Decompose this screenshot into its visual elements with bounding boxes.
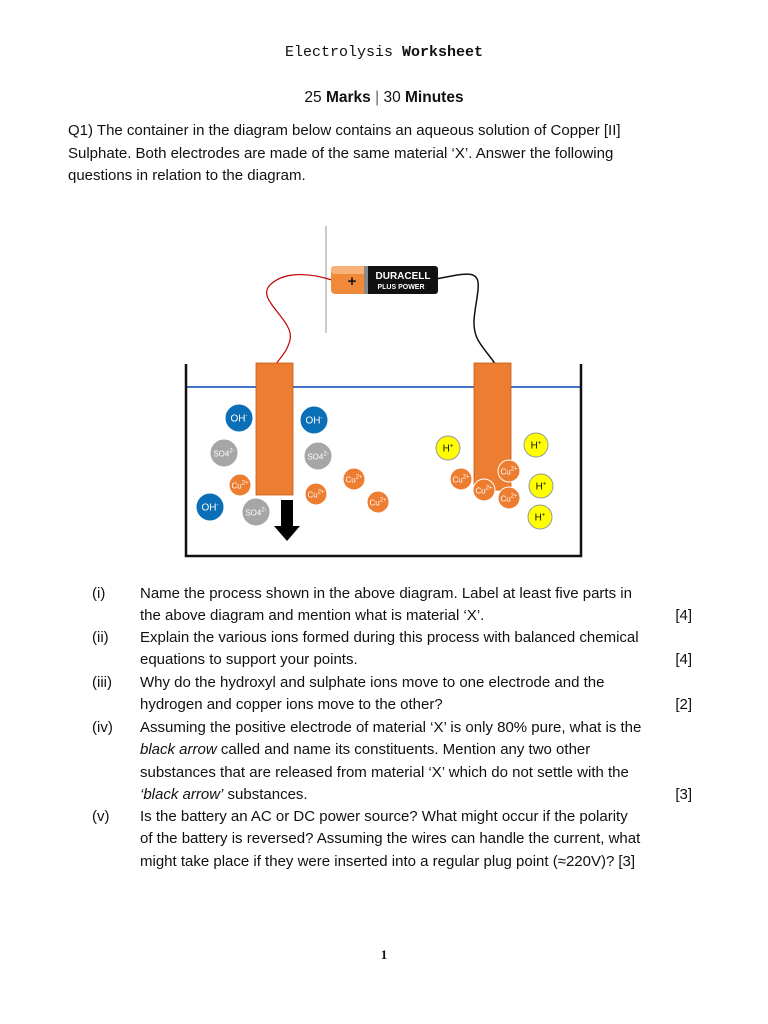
ion-label: OH- bbox=[230, 413, 248, 425]
ion-label: H+ bbox=[442, 443, 454, 455]
left-electrode bbox=[256, 363, 293, 495]
question-line bbox=[140, 739, 702, 761]
container bbox=[186, 364, 581, 556]
sub-question bbox=[92, 627, 702, 672]
question-line bbox=[140, 649, 702, 671]
ion-label: $SO4^{2-}$ bbox=[307, 451, 329, 462]
question-label: (iv) bbox=[92, 719, 113, 736]
ion-so4 bbox=[304, 442, 332, 470]
intro-line: questions in relation to the diagram. bbox=[68, 167, 306, 184]
question-label: (ii) bbox=[92, 629, 109, 646]
black-wire bbox=[436, 274, 495, 364]
ion-cu bbox=[343, 468, 365, 490]
sub-question bbox=[92, 583, 702, 628]
question-text: Why do the hydroxyl and sulphate ions move to one electrode and the bbox=[140, 674, 605, 691]
question-text: the above diagram and mention what is material ‘X’. bbox=[140, 607, 485, 625]
question-line bbox=[140, 806, 702, 828]
ion-so4 bbox=[210, 439, 238, 467]
ion-h bbox=[528, 505, 552, 529]
title-bold-text: Worksheet bbox=[402, 44, 484, 61]
ion-label: $Cu^{2+}$ bbox=[500, 466, 518, 477]
question-text: Is the battery an AC or DC power source? What might occur if the polarity bbox=[140, 808, 628, 825]
separator: | bbox=[375, 89, 380, 106]
question-line bbox=[140, 762, 702, 784]
ion-label: OH- bbox=[201, 502, 219, 514]
question-text: substances that are released from material ‘X’ which do not settle with the bbox=[140, 763, 629, 781]
marks-badge: [3] bbox=[618, 852, 636, 870]
ion-oh bbox=[225, 404, 253, 432]
question-label: (v) bbox=[92, 808, 110, 825]
question-label: (iii) bbox=[92, 674, 112, 691]
ion-cu bbox=[498, 460, 520, 482]
ion-label: H+ bbox=[530, 440, 542, 452]
ion-cu bbox=[498, 487, 520, 509]
question-line bbox=[140, 672, 702, 694]
battery bbox=[331, 266, 438, 294]
marks-badge: [4] bbox=[675, 607, 692, 625]
page-number: 1 bbox=[380, 947, 388, 962]
ion-cu bbox=[305, 483, 327, 505]
ion-label: $Cu^{2+}$ bbox=[345, 474, 363, 485]
ion-cu bbox=[367, 491, 389, 513]
ion-label: $Cu^{2+}$ bbox=[369, 497, 387, 508]
black-arrow bbox=[274, 500, 300, 541]
question-text: of the battery is reversed? Assuming the wires can handle the current, what bbox=[140, 830, 641, 848]
marks-badge: [4] bbox=[675, 651, 692, 669]
question-text: substances. bbox=[223, 785, 308, 803]
ion-label: $Cu^{2+}$ bbox=[231, 480, 249, 491]
ion-cu bbox=[229, 474, 251, 496]
question-line bbox=[140, 583, 702, 605]
question-line bbox=[140, 784, 702, 806]
battery-subtitle: PLUS POWER bbox=[377, 284, 425, 291]
question-line bbox=[140, 851, 702, 873]
ion-oh bbox=[196, 493, 224, 521]
ion-label: $Cu^{2+}$ bbox=[452, 474, 470, 485]
question-label: (i) bbox=[92, 585, 106, 602]
battery-plus-sign: + bbox=[347, 273, 357, 290]
question-text: Name the process shown in the above diagram. Label at least five parts in bbox=[140, 585, 632, 602]
intro-line: Sulphate. Both electrodes are made of the same material ‘X’. Answer the following bbox=[68, 144, 614, 162]
ion-cu bbox=[450, 468, 472, 490]
sub-question bbox=[92, 672, 702, 717]
ion-h bbox=[529, 474, 553, 498]
question-text: hydrogen and copper ions move to the other? bbox=[140, 696, 443, 714]
question-text: equations to support your points. bbox=[140, 651, 358, 669]
red-wire bbox=[267, 275, 332, 364]
marks-badge: [2] bbox=[675, 696, 692, 714]
ion-cu bbox=[473, 479, 495, 501]
question-line bbox=[140, 694, 702, 716]
marks-label: Marks bbox=[325, 89, 371, 106]
ion-label: $SO4^{2-}$ bbox=[245, 507, 267, 518]
marks-badge: [3] bbox=[675, 785, 692, 803]
question-line bbox=[140, 828, 702, 850]
ion-label: $Cu^{2+}$ bbox=[307, 489, 325, 500]
ion-so4 bbox=[242, 498, 270, 526]
question-text: Assuming the positive electrode of material ‘X’ is only 80% pure, what is the bbox=[140, 719, 642, 736]
italic-term: ‘black arrow’ bbox=[140, 785, 224, 803]
italic-term: black arrow bbox=[140, 741, 217, 759]
sub-question bbox=[92, 717, 702, 806]
ion-label: H+ bbox=[534, 512, 546, 524]
ion-label: $Cu^{2+}$ bbox=[500, 493, 518, 504]
ion-h bbox=[436, 436, 460, 460]
intro-line: Q1) The container in the diagram below contains an aqueous solution of Copper [II] bbox=[68, 122, 621, 139]
ion-label: H+ bbox=[535, 481, 547, 493]
battery-brand: DURACELL bbox=[375, 271, 431, 282]
ion-h bbox=[524, 433, 548, 457]
ion-oh bbox=[300, 406, 328, 434]
marks-number: 25 bbox=[304, 89, 322, 106]
ion-label: OH- bbox=[305, 415, 323, 427]
question-line bbox=[140, 605, 702, 627]
minutes-label: Minutes bbox=[405, 89, 464, 106]
question-text: called and name its constituents. Mention any two other bbox=[216, 741, 591, 759]
question-line bbox=[140, 717, 702, 739]
minutes-number: 30 bbox=[383, 89, 401, 106]
question-text: Explain the various ions formed during this process with balanced chemical bbox=[140, 629, 639, 646]
ion-label: $SO4^{2-}$ bbox=[213, 448, 235, 459]
question-text: might take place if they were inserted into a regular plug point (≈220V)? bbox=[140, 852, 615, 870]
ion-label: $Cu^{2+}$ bbox=[475, 485, 493, 496]
title-text: Electrolysis bbox=[284, 44, 393, 61]
question-line bbox=[140, 627, 702, 649]
sub-question bbox=[92, 806, 702, 873]
